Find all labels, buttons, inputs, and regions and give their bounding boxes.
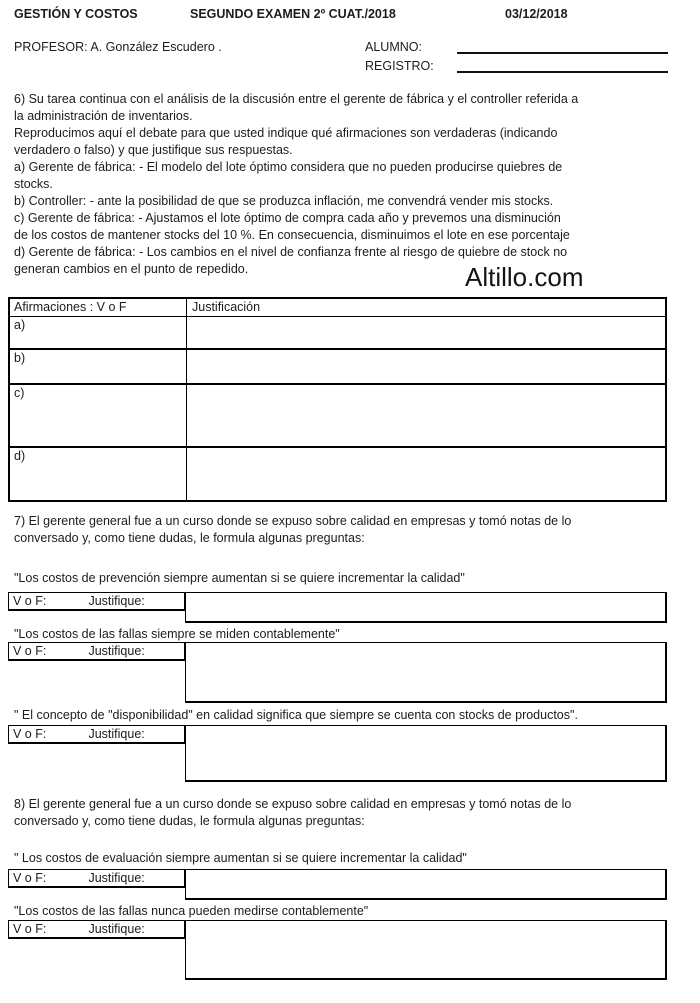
vof-label: V o F:	[13, 922, 47, 936]
justify-label: Justifique:	[88, 922, 145, 936]
q7-answer-box-2	[8, 642, 667, 703]
question-8-text	[14, 797, 571, 831]
vof-label: V o F:	[13, 727, 47, 741]
exam-date: 03/12/2018	[505, 7, 568, 21]
student-label: ALUMNO:	[365, 40, 422, 54]
vof-cell[interactable]	[8, 725, 185, 744]
q6-line: c) Gerente de fábrica: - Ajustamos el lote óptimo de compra cada año y prevemos una disminución	[14, 211, 561, 225]
vof-cell[interactable]	[8, 592, 185, 611]
justify-label: Justifique:	[88, 644, 145, 658]
student-name-field[interactable]	[457, 52, 668, 54]
question-7-text	[14, 514, 571, 548]
q7-quote-2: "Los costos de las fallas siempre se miden contablemente"	[14, 627, 340, 641]
q8-quote-1: " Los costos de evaluación siempre aumentan si se quiere incrementar la calidad"	[14, 851, 467, 865]
professor-label: PROFESOR: A. González Escudero .	[14, 40, 222, 54]
q6-answer-cell-a[interactable]: a)	[10, 317, 187, 348]
table-row	[10, 446, 665, 500]
q6-line: generan cambios en el punto de repedido.	[14, 262, 249, 276]
q6-justification-cell-c[interactable]	[187, 385, 665, 446]
vof-label: V o F:	[13, 594, 47, 608]
q6-line: la administración de inventarios.	[14, 109, 193, 123]
table-row	[10, 383, 665, 446]
q6-col1-header: Afirmaciones : V o F	[10, 299, 187, 316]
justify-label: Justifique:	[88, 871, 145, 885]
q6-line: verdadero o falso) y que justifique sus respuestas.	[14, 143, 293, 157]
q6-answer-cell-b[interactable]: b)	[10, 350, 187, 383]
q6-line: d) Gerente de fábrica: - Los cambios en el nivel de confianza frente al riesgo de quiebre de stock no	[14, 245, 568, 259]
table-row	[10, 348, 665, 383]
q7-answer-box-3	[8, 725, 667, 782]
q6-justification-cell-a[interactable]	[187, 317, 665, 348]
q7-answer-box-1	[8, 592, 667, 623]
q8-answer-box-2	[8, 920, 667, 980]
vof-cell[interactable]	[8, 642, 185, 661]
q6-line: de los costos de mantener stocks del 10 %. En consecuencia, disminuimos el lote en ese porcentaje	[14, 228, 570, 242]
justification-box[interactable]	[185, 592, 667, 623]
q8-line: 8) El gerente general fue a un curso donde se expuso sobre calidad en empresas y tomó notas de lo	[14, 797, 572, 811]
course-title: GESTIÓN Y COSTOS	[14, 7, 138, 21]
justification-box[interactable]	[185, 642, 667, 703]
q6-table	[8, 297, 667, 502]
vof-cell[interactable]	[8, 920, 185, 939]
table-row	[10, 316, 665, 348]
q6-line: Reproducimos aquí el debate para que usted indique qué afirmaciones son verdaderas (indicando	[14, 126, 558, 140]
q6-line: a) Gerente de fábrica: - El modelo del lote óptimo considera que no pueden producirse quiebres de	[14, 160, 563, 174]
q6-answer-cell-d[interactable]: d)	[10, 448, 187, 500]
exam-title: SEGUNDO EXAMEN 2º CUAT./2018	[190, 7, 396, 21]
q6-table-header-row	[10, 299, 665, 316]
q8-line: conversado y, como tiene dudas, le formula algunas preguntas:	[14, 814, 365, 828]
q6-line: 6) Su tarea continua con el análisis de la discusión entre el gerente de fábrica y el controller referida a	[14, 92, 579, 106]
q6-justification-cell-b[interactable]	[187, 350, 665, 383]
watermark: Altillo.com	[465, 262, 584, 292]
justification-box[interactable]	[185, 920, 667, 980]
q6-line: stocks.	[14, 177, 53, 191]
registry-field[interactable]	[457, 71, 668, 73]
justification-box[interactable]	[185, 869, 667, 900]
q7-line: conversado y, como tiene dudas, le formula algunas preguntas:	[14, 531, 365, 545]
justify-label: Justifique:	[88, 727, 145, 741]
q6-answer-cell-c[interactable]: c)	[10, 385, 187, 446]
q6-line: b) Controller: - ante la posibilidad de que se produzca inflación, me convendrá vender mis stocks.	[14, 194, 554, 208]
justification-box[interactable]	[185, 725, 667, 782]
question-6-text	[14, 92, 578, 279]
vof-cell[interactable]	[8, 869, 185, 888]
vof-label: V o F:	[13, 644, 47, 658]
justify-label: Justifique:	[88, 594, 145, 608]
registry-label: REGISTRO:	[365, 59, 434, 73]
q6-col2-header: Justificación	[192, 300, 261, 314]
q8-quote-2: "Los costos de las fallas nunca pueden medirse contablemente"	[14, 904, 369, 918]
q7-quote-3: " El concepto de "disponibilidad" en calidad significa que siempre se cuenta con stocks de productos".	[14, 708, 578, 722]
q6-justification-cell-d[interactable]	[187, 448, 665, 500]
q7-line: 7) El gerente general fue a un curso donde se expuso sobre calidad en empresas y tomó notas de lo	[14, 514, 572, 528]
q8-answer-box-1	[8, 869, 667, 900]
q7-quote-1: "Los costos de prevención siempre aumentan si se quiere incrementar la calidad"	[14, 571, 465, 585]
vof-label: V o F:	[13, 871, 47, 885]
